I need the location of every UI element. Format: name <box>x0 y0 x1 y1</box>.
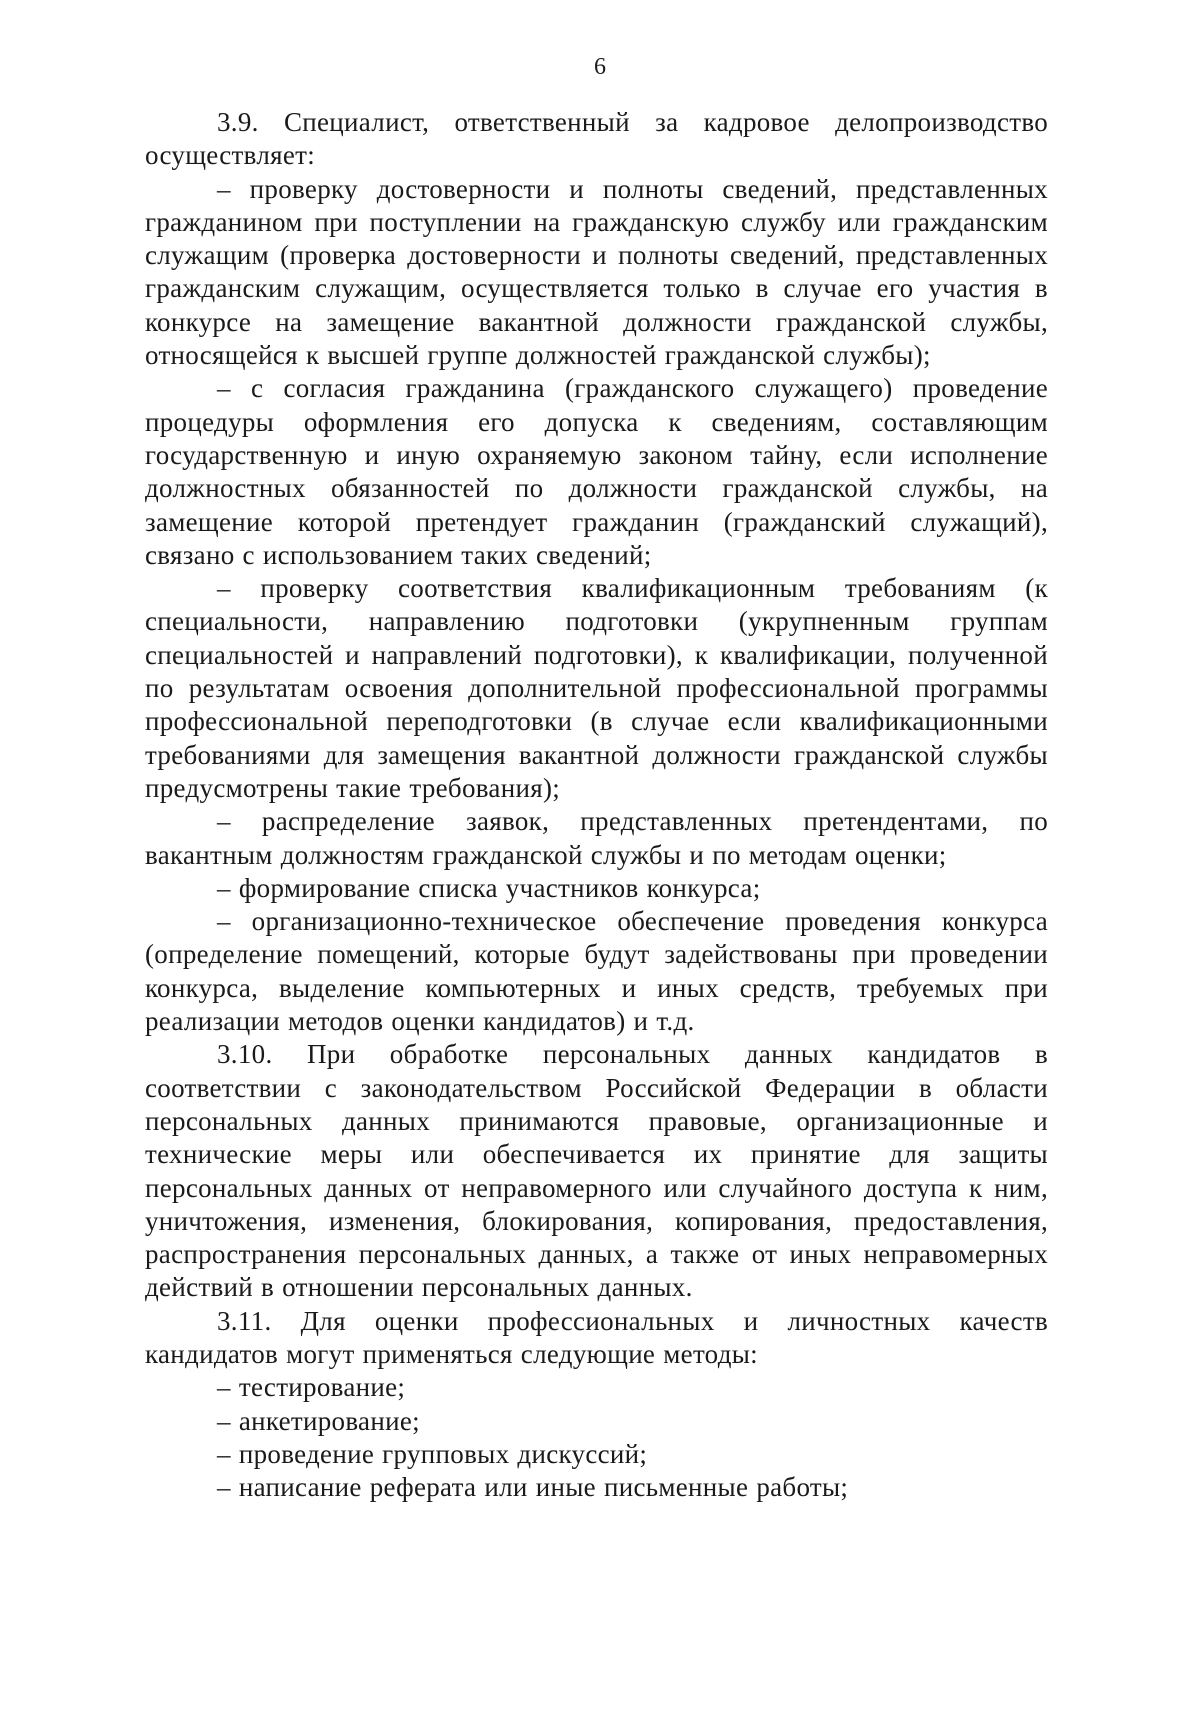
method-item-written-work: – написание реферата или иные письменные работы; <box>217 1472 849 1503</box>
duty-item-qualification-check: – проверку соответствия квалификационным требованиям (к специальности, направлению подготовки (укрупненным группам специальностей и направлений подготовки), к квалификации, полученной по результатам освоения дополнительной профессиональной программы профессиональной переподготовки (в случае если квалификационными требованиями для замещения вакантной должности гражданской службы предусмотрены такие требования); <box>145 573 1048 803</box>
method-item-group-discussion: – проведение групповых дискуссий; <box>217 1438 648 1469</box>
duty-item-verify-info: – проверку достоверности и полноты сведений, представленных гражданином при поступлении на гражданскую службу или гражданским служащим (проверка достоверности и полноты сведений, представленных гражданским служащим, осуществляется только в случае его участия в конкурсе на замещение вакантной должности гражданской службы, относящейся к высшей группе должностей гражданской службы); <box>145 173 1048 371</box>
duty-item-distribute-applications: – распределение заявок, представленных претендентами, по вакантным должностям гражданской службы и по методам оценки; <box>145 806 1048 870</box>
duty-item-participant-list: – формирование списка участников конкурса; <box>217 872 761 903</box>
duty-item-secrecy-clearance: – с согласия гражданина (гражданского служащего) проведение процедуры оформления его допуска к сведениям, составляющим государственную и иную охраняемую законом тайну, если исполнение должностных обязанностей по должности гражданской службы, на замещение которой претендует гражданин (гражданский служащий), связано с использованием таких сведений; <box>145 373 1048 570</box>
document-body <box>145 106 1048 1504</box>
paragraph-3-10: 3.10. При обработке персональных данных кандидатов в соответствии с законодательством Российской Федерации в области персональных данных принимаются правовые, организационные и технические меры или обеспечивается их принятие для защиты персональных данных от неправомерного или случайного доступа к ним, уничтожения, изменения, блокирования, копирования, предоставления, распространения персональных данных, а также от иных неправомерных действий в отношении персональных данных. <box>145 1039 1048 1303</box>
duty-item-organization-support: – организационно-техническое обеспечение проведения конкурса (определение помещений, которые будут задействованы при проведении конкурса, выделение компьютерных и иных средств, требуемых при реализации методов оценки кандидатов) и т.д. <box>145 906 1048 1037</box>
page-number: 6 <box>594 54 606 80</box>
paragraph-3-11: 3.11. Для оценки профессиональных и личностных качеств кандидатов могут применяться следующие методы: <box>145 1305 1048 1369</box>
method-item-questionnaire: – анкетирование; <box>217 1405 420 1436</box>
method-item-testing: – тестирование; <box>217 1372 406 1403</box>
paragraph-3-9: 3.9. Специалист, ответственный за кадровое делопроизводство осуществляет: <box>145 107 1048 171</box>
